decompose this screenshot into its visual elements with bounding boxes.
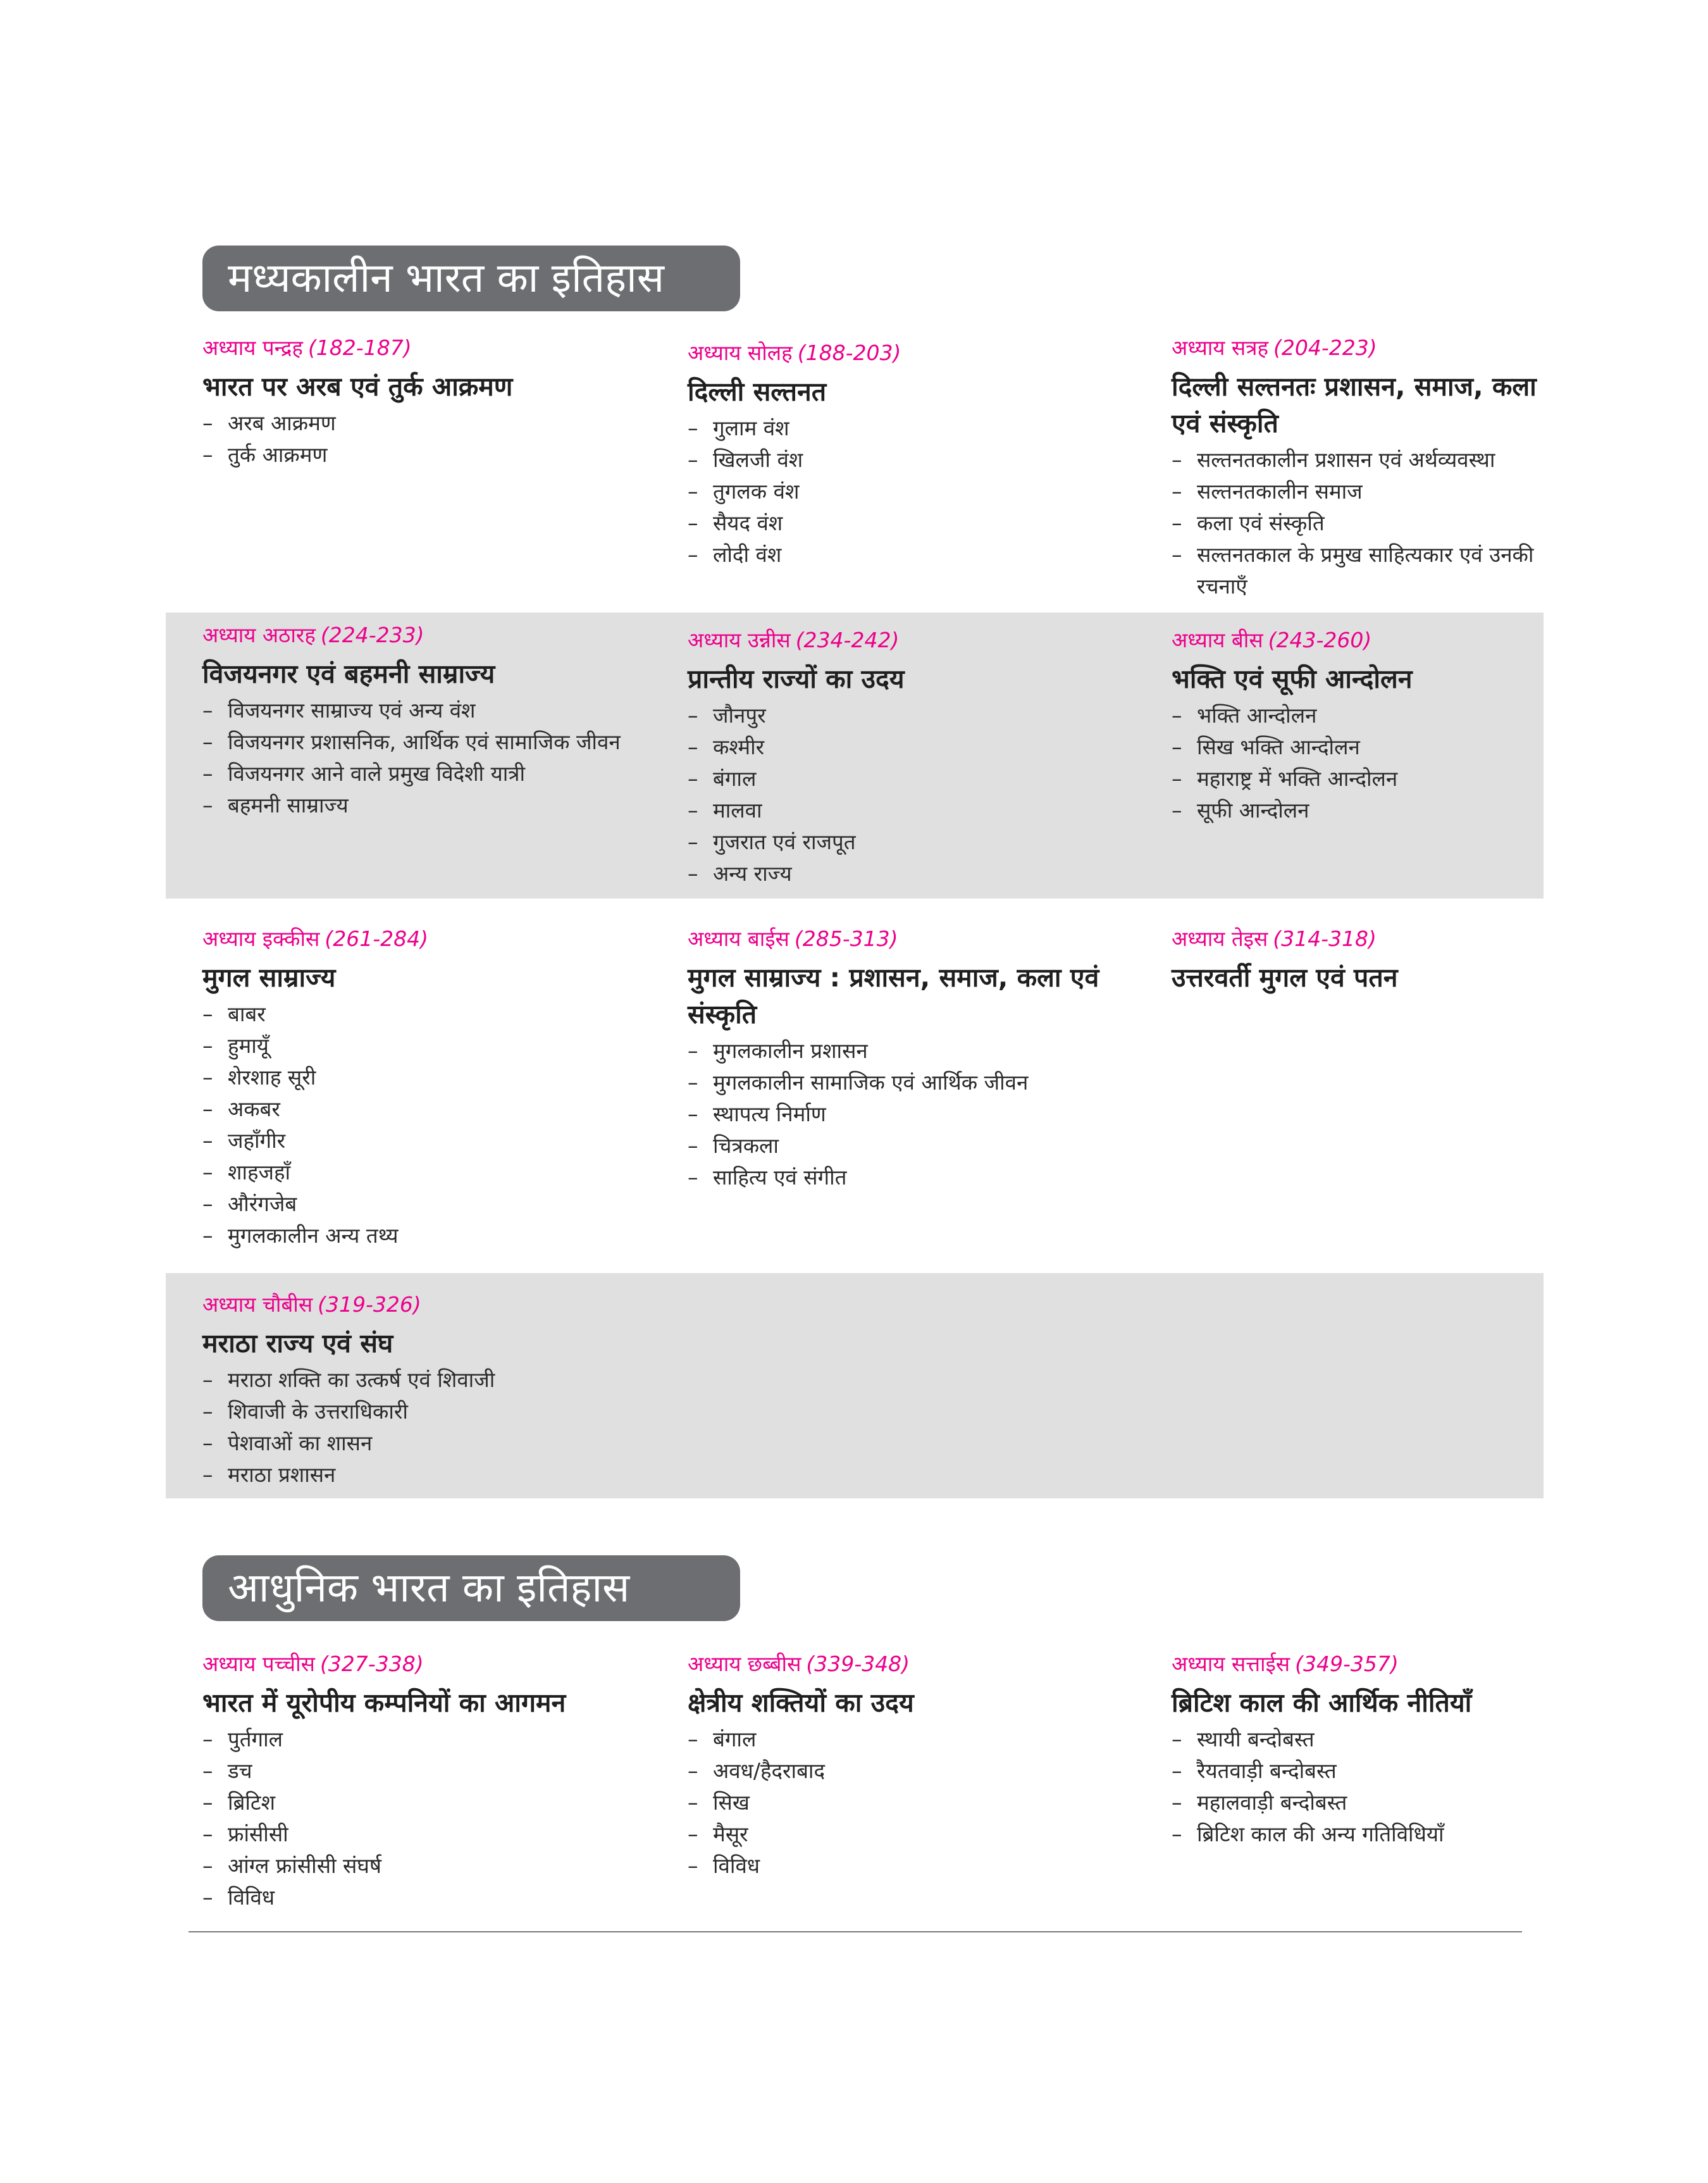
topic-list	[202, 695, 677, 821]
chapter-20	[1172, 626, 1564, 826]
list-item: – रैयतवाड़ी बन्दोबस्त	[1172, 1755, 1564, 1787]
list-item: – मुगलकालीन सामाजिक एवं आर्थिक जीवन	[688, 1067, 1130, 1098]
list-item: – अरब आक्रमण	[202, 407, 677, 439]
bottom-divider	[189, 1931, 1522, 1932]
list-item: – स्थापत्य निर्माण	[688, 1098, 1130, 1130]
list-item: – सैयद वंश	[688, 507, 1162, 539]
chapter-title: मुगल साम्राज्य	[202, 962, 336, 993]
topic-list	[202, 1364, 677, 1491]
list-item: – मैसूर	[688, 1819, 1162, 1850]
list-item: – विजयनगर प्रशासनिक, आर्थिक एवं सामाजिक जीवन	[202, 726, 677, 758]
chapter-title: दिल्ली सल्तनत	[688, 376, 827, 407]
list-item: – जहाँगीर	[202, 1125, 677, 1157]
chapter-title: भक्ति एवं सूफी आन्दोलन	[1172, 664, 1413, 694]
list-item: – चित्रकला	[688, 1130, 1130, 1162]
list-item: – औरंगजेब	[202, 1188, 677, 1220]
list-item: – मराठा प्रशासन	[202, 1459, 677, 1491]
chapter-title: दिल्ली सल्तनतः प्रशासन, समाज, कला एवं संस्कृति	[1172, 371, 1537, 438]
chapter-23	[1172, 925, 1564, 996]
list-item: – महालवाड़ी बन्दोबस्त	[1172, 1787, 1564, 1819]
list-item: – कश्मीर	[688, 731, 1162, 763]
list-item: – मुगलकालीन प्रशासन	[688, 1035, 1130, 1067]
chapter-18	[202, 621, 677, 821]
topic-list	[1172, 700, 1564, 826]
list-item: – ब्रिटिश काल की अन्य गतिविधियाँ	[1172, 1819, 1564, 1850]
list-item: – विजयनगर आने वाले प्रमुख विदेशी यात्री	[202, 758, 677, 790]
chapter-title: क्षेत्रीय शक्तियों का उदय	[688, 1688, 914, 1718]
chapter-heading: अध्याय पच्चीस (327-338)	[202, 1651, 424, 1676]
list-item: – सिख भक्ति आन्दोलन	[1172, 731, 1564, 763]
list-item: – तुगलक वंश	[688, 476, 1162, 507]
list-item: – डच	[202, 1755, 677, 1787]
chapter-heading: अध्याय छब्बीस (339-348)	[688, 1651, 910, 1676]
topic-list	[688, 1035, 1130, 1193]
chapter-heading: अध्याय इक्कीस (261-284)	[202, 926, 428, 951]
topic-list	[202, 1724, 677, 1913]
chapter-heading: अध्याय सत्रह (204-223)	[1172, 335, 1377, 360]
list-item: – साहित्य एवं संगीत	[688, 1162, 1130, 1193]
topic-list	[1172, 1724, 1564, 1850]
chapter-title: उत्तरवर्ती मुगल एवं पतन	[1172, 962, 1398, 993]
topic-list	[202, 998, 677, 1252]
section-title-medieval: मध्यकालीन भारत का इतिहास	[202, 246, 740, 311]
list-item: – विविध	[202, 1882, 677, 1913]
list-item: – बहमनी साम्राज्य	[202, 790, 677, 821]
list-item: – हुमायूँ	[202, 1030, 677, 1062]
topic-list	[1172, 444, 1564, 602]
list-item: – अकबर	[202, 1093, 677, 1125]
chapter-17	[1172, 334, 1564, 602]
list-item: – बंगाल	[688, 1724, 1162, 1755]
chapter-15	[202, 334, 677, 471]
topic-list	[688, 413, 1162, 571]
section-title-modern: आधुनिक भारत का इतिहास	[202, 1555, 740, 1621]
topic-list	[688, 1724, 1162, 1882]
list-item: – सिख	[688, 1787, 1162, 1819]
list-item: – गुलाम वंश	[688, 413, 1162, 444]
chapter-heading: अध्याय बीस (243-260)	[1172, 628, 1372, 652]
list-item: – मराठा शक्ति का उत्कर्ष एवं शिवाजी	[202, 1364, 677, 1396]
list-item: – मुगलकालीन अन्य तथ्य	[202, 1220, 677, 1252]
list-item: – खिलजी वंश	[688, 444, 1162, 476]
list-item: – भक्ति आन्दोलन	[1172, 700, 1564, 731]
list-item: – गुजरात एवं राजपूत	[688, 826, 1162, 858]
chapter-19	[688, 626, 1162, 890]
chapter-heading: अध्याय उन्नीस (234-242)	[688, 628, 900, 652]
chapter-title: मुगल साम्राज्य : प्रशासन, समाज, कला एवं संस्कृति	[688, 962, 1099, 1029]
list-item: – विविध	[688, 1850, 1162, 1882]
list-item: – कला एवं संस्कृति	[1172, 507, 1564, 539]
chapter-title: प्रान्तीय राज्यों का उदय	[688, 664, 905, 694]
chapter-heading: अध्याय बाईस (285-313)	[688, 926, 898, 951]
list-item: – पेशवाओं का शासन	[202, 1427, 677, 1459]
list-item: – बाबर	[202, 998, 677, 1030]
list-item: – फ्रांसीसी	[202, 1819, 677, 1850]
list-item: – सूफी आन्दोलन	[1172, 795, 1564, 826]
list-item: – पुर्तगाल	[202, 1724, 677, 1755]
list-item: – सल्तनतकालीन समाज	[1172, 476, 1564, 507]
chapter-26	[688, 1650, 1162, 1882]
list-item: – अन्य राज्य	[688, 858, 1162, 890]
chapter-title: भारत में यूरोपीय कम्पनियों का आगमन	[202, 1688, 566, 1718]
chapter-title: मराठा राज्य एवं संघ	[202, 1328, 393, 1359]
list-item: – शिवाजी के उत्तराधिकारी	[202, 1396, 677, 1427]
list-item: – मालवा	[688, 795, 1162, 826]
list-item: – ब्रिटिश	[202, 1787, 677, 1819]
list-item: – शाहजहाँ	[202, 1157, 677, 1188]
chapter-heading: अध्याय अठारह (224-233)	[202, 623, 424, 647]
chapter-title: विजयनगर एवं बहमनी साम्राज्य	[202, 659, 495, 689]
list-item: – महाराष्ट्र में भक्ति आन्दोलन	[1172, 763, 1564, 795]
list-item: – स्थायी बन्दोबस्त	[1172, 1724, 1564, 1755]
chapter-21	[202, 925, 677, 1252]
chapter-title: ब्रिटिश काल की आर्थिक नीतियाँ	[1172, 1688, 1472, 1718]
chapter-25	[202, 1650, 677, 1913]
chapter-heading: अध्याय पन्द्रह (182-187)	[202, 335, 412, 360]
chapter-16	[688, 339, 1162, 571]
chapter-heading: अध्याय सत्ताईस (349-357)	[1172, 1651, 1399, 1676]
list-item: – बंगाल	[688, 763, 1162, 795]
list-item: – जौनपुर	[688, 700, 1162, 731]
list-item: – शेरशाह सूरी	[202, 1062, 677, 1093]
list-item: – अवध/हैदराबाद	[688, 1755, 1162, 1787]
chapter-22	[688, 925, 1130, 1193]
topic-list	[688, 700, 1162, 890]
chapter-heading: अध्याय तेइस (314-318)	[1172, 926, 1377, 951]
chapter-27	[1172, 1650, 1564, 1850]
chapter-title: भारत पर अरब एवं तुर्क आक्रमण	[202, 371, 513, 402]
chapter-heading: अध्याय चौबीस (319-326)	[202, 1292, 421, 1317]
list-item: – सल्तनतकाल के प्रमुख साहित्यकार एवं उनकी रचनाएँ	[1172, 539, 1564, 602]
list-item: – लोदी वंश	[688, 539, 1162, 571]
list-item: – तुर्क आक्रमण	[202, 439, 677, 471]
topic-list	[202, 407, 677, 471]
list-item: – सल्तनतकालीन प्रशासन एवं अर्थव्यवस्था	[1172, 444, 1564, 476]
list-item: – विजयनगर साम्राज्य एवं अन्य वंश	[202, 695, 677, 726]
chapter-24	[202, 1291, 677, 1491]
chapter-heading: अध्याय सोलह (188-203)	[688, 340, 901, 365]
list-item: – आंग्ल फ्रांसीसी संघर्ष	[202, 1850, 677, 1882]
